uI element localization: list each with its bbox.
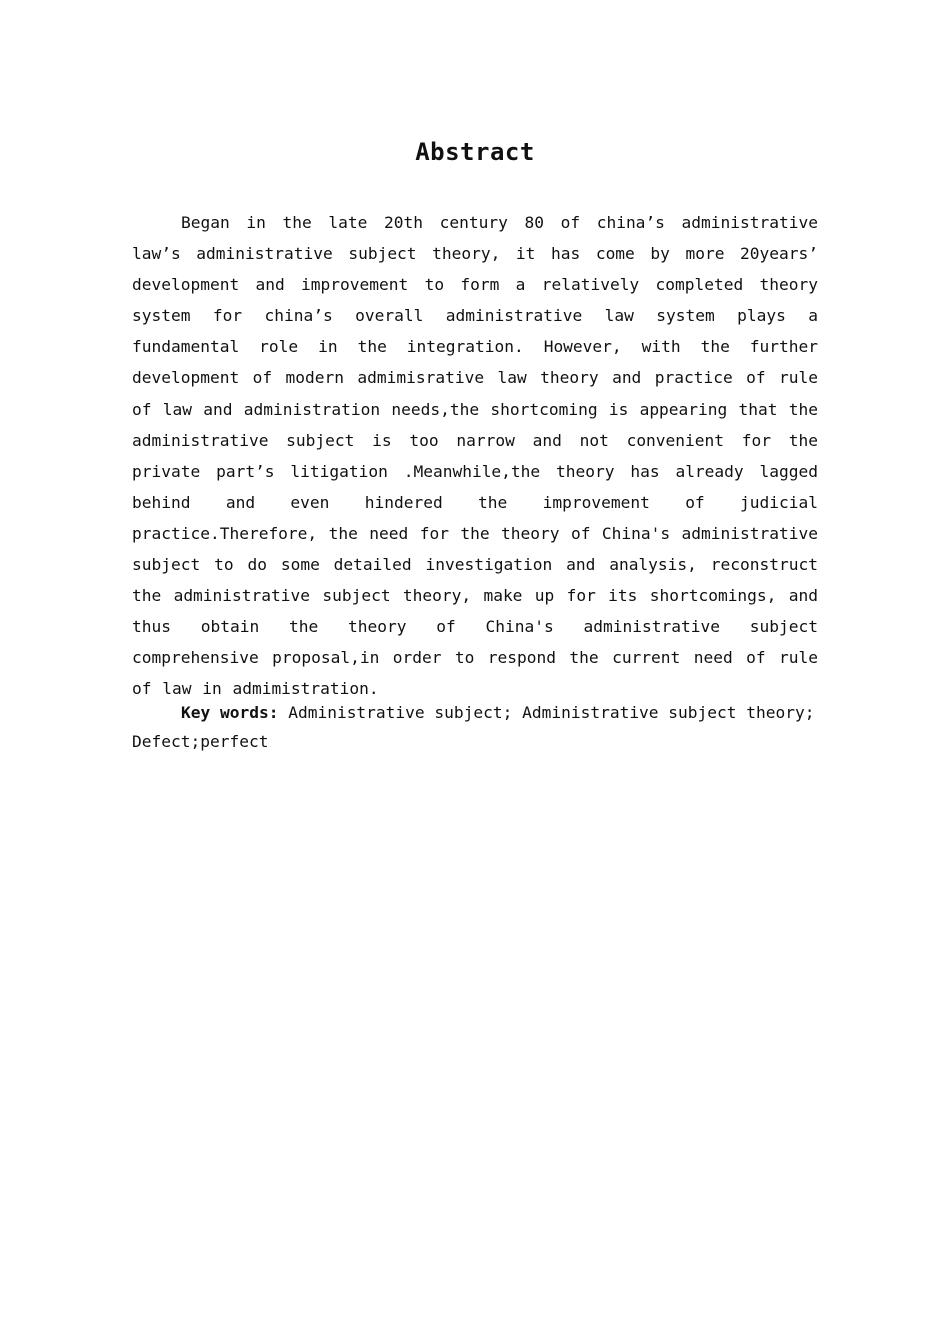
abstract-title: Abstract: [415, 138, 535, 166]
keywords-line: [132, 698, 818, 756]
abstract-paragraph: Began in the late 20th century 80 of china’s administrative law’s administrative subject theory, it has come by more 20years’ development and improvement to form a relatively completed theory system for china’s overall administrative law system plays a fundamental role in the integration. However, with the further development of modern admimisrative law theory and practice of rule of law and administration needs,the shortcoming is appearing that the administrative subject is too narrow and not convenient for the private part’s litigation .Meanwhile,the theory has already lagged behind and even hindered the improvement of judicial practice.Therefore, the need for the theory of China's administrative subject to do some detailed investigation and analysis, reconstruct the administrative subject theory, make up for its shortcomings, and thus obtain the theory of China's administrative subject comprehensive proposal,in order to respond the current need of rule of law in admimistration.: [132, 213, 818, 699]
keywords-text: Administrative subject; Administrative subject theory; Defect;perfect: [132, 703, 815, 751]
keywords-label: Key words:: [181, 703, 279, 722]
